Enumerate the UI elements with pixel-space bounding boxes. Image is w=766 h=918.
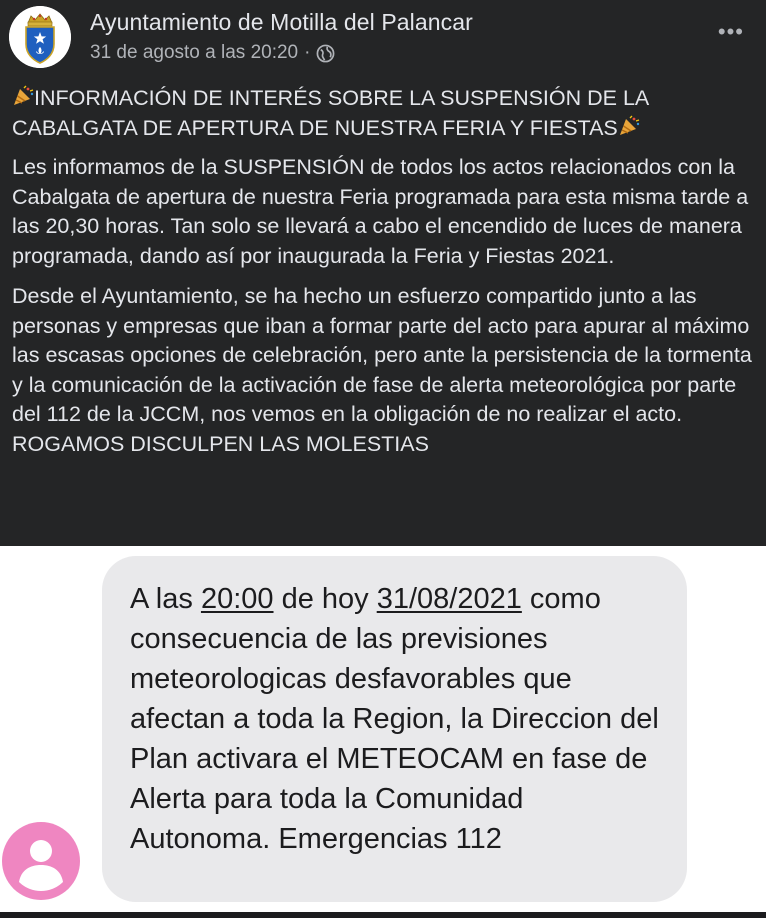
post-timestamp[interactable]: 31 de agosto a las 20:20 — [90, 42, 299, 63]
contact-avatar[interactable] — [2, 822, 80, 900]
globe-icon — [316, 44, 335, 63]
post-body — [12, 84, 758, 470]
sms-time-link[interactable]: 20:00 — [200, 583, 274, 615]
party-popper-icon — [12, 85, 34, 107]
sms-message — [130, 579, 670, 859]
more-options-icon[interactable]: ••• — [717, 19, 744, 44]
bottom-divider — [0, 912, 766, 918]
sms-body: como consecuencia de las previsiones meteorologicas desfavorables que afectan a toda la Region, la Direccion del Plan activara el METEOCAM en fase de Alerta para toda la Comunidad Autonoma. Emergencias 112 — [130, 583, 659, 855]
sms-date-link[interactable]: 31/08/2021 — [376, 583, 522, 615]
sms-middle: de hoy — [273, 583, 377, 615]
sms-prefix: A las — [130, 583, 201, 615]
page-name[interactable]: Ayuntamiento de Motilla del Palancar — [90, 9, 473, 35]
post-title-text: INFORMACIÓN DE INTERÉS SOBRE LA SUSPENSIÓN DE LA CABALGATA DE APERTURA DE NUESTRA FERIA Y FIESTAS — [12, 86, 649, 140]
coat-of-arms-icon — [9, 6, 71, 68]
post-paragraph-text: Desde el Ayuntamiento, se ha hecho un esfuerzo compartido junto a las personas y empresas que iban a formar parte del acto para apurar al máximo las escasas opciones de celebración, pero ante la persistencia de la tormenta y la comunicación de la activación de fase de alerta meteorológica por parte del 112 de la JCCM, nos vemos en la obligación de no realizar el acto. — [12, 284, 752, 426]
person-icon — [2, 822, 80, 900]
post-meta — [90, 42, 335, 64]
post-paragraph — [12, 282, 758, 459]
party-popper-icon — [618, 115, 640, 137]
meta-separator: · — [304, 42, 311, 63]
post-title — [12, 84, 758, 143]
page-avatar[interactable] — [9, 6, 71, 68]
post-paragraph: Les informamos de la SUSPENSIÓN de todos los actos relacionados con la Cabalgata de apertura de nuestra Feria programada para esta misma tarde a las 20,30 horas. Tan solo se llevará a cabo el encendido de luces de manera programada, dando así por inaugurada la Feria y Fiestas 2021. — [12, 155, 749, 268]
apology-line: ROGAMOS DISCULPEN LAS MOLESTIAS — [12, 431, 429, 456]
